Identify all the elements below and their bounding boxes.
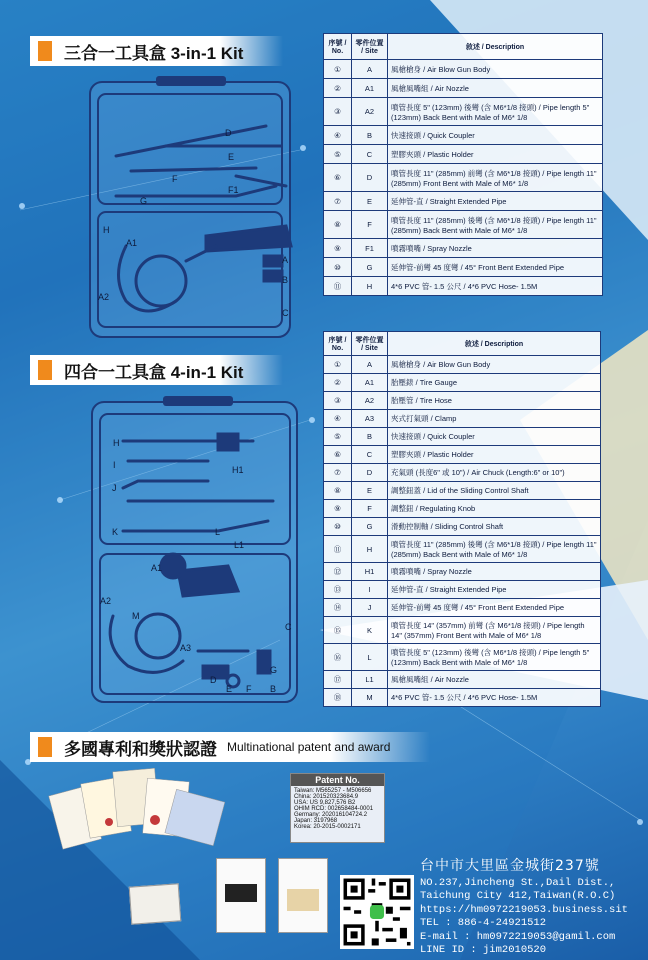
table-row	[324, 211, 603, 239]
orange-marker	[38, 41, 52, 61]
table-cell-no: ⑪	[324, 277, 352, 296]
table-row	[324, 500, 601, 518]
table-row	[324, 410, 601, 428]
table-cell-no: ⑩	[324, 258, 352, 277]
table-cell-site: A2	[352, 98, 388, 126]
kit3-label-f1: F1	[228, 185, 239, 195]
kit3-label-d: D	[225, 128, 232, 138]
table-cell-desc: 噴管長度 11" (285mm) 後彎 (含 M6*1/8 接頭) / Pipe length 11" (285mm) Back Bent with Male of M6* 1/8	[388, 536, 601, 563]
kit4-label-k: K	[112, 527, 119, 537]
table-cell-site: A2	[352, 392, 388, 410]
table-cell-desc: 塑膠夾頭 / Plastic Holder	[388, 446, 601, 464]
table-cell-site: B	[352, 126, 388, 145]
award-card-2	[216, 858, 266, 933]
table-cell-desc: 延伸管-直 / Straight Extended Pipe	[388, 581, 601, 599]
kit4-diagram	[88, 396, 303, 706]
certificates-collage	[45, 760, 275, 860]
table-cell-site: L	[352, 644, 388, 671]
table-cell-site: J	[352, 599, 388, 617]
table-cell-site: G	[352, 518, 388, 536]
email-link[interactable]: E-mail : hm0972219053@gamil.com	[420, 930, 616, 943]
kit4-label-d: D	[210, 675, 217, 685]
table-cell-site: L1	[352, 671, 388, 689]
table-cell-site: A1	[352, 79, 388, 98]
table-row	[324, 356, 601, 374]
table-row	[324, 446, 601, 464]
table-row	[324, 671, 601, 689]
table-cell-site: C	[352, 446, 388, 464]
patent-line: OHIM RCD: 002658484-0001	[294, 806, 374, 812]
patent-line: USA: US 9,827,576 B2	[294, 800, 356, 806]
kit4-label-e: E	[226, 684, 233, 694]
kit3-label-h: H	[103, 225, 110, 235]
header-site: 零件位置 / Site	[352, 34, 388, 60]
table-row	[324, 145, 603, 164]
kit3-label-b: B	[282, 275, 289, 285]
table-cell-desc: 快速接頭 / Quick Coupler	[388, 126, 603, 145]
kit3-title: 三合一工具盒 3-in-1 Kit	[64, 43, 244, 63]
table-row	[324, 392, 601, 410]
table-row	[324, 617, 601, 644]
table-cell-no: ②	[324, 79, 352, 98]
table-cell-site: H1	[352, 563, 388, 581]
table-cell-site: D	[352, 464, 388, 482]
table-cell-site: E	[352, 482, 388, 500]
table-cell-desc: 胎壓錶 / Tire Gauge	[388, 374, 601, 392]
table-row	[324, 126, 603, 145]
table-cell-site: A	[352, 60, 388, 79]
table-cell-site: F	[352, 211, 388, 239]
contact-info	[420, 860, 628, 958]
patent-title: 多國專利和獎狀認證	[64, 739, 217, 759]
table-row	[324, 482, 601, 500]
table-cell-no: ⑮	[324, 617, 352, 644]
table-cell-site: M	[352, 689, 388, 707]
table-row	[324, 518, 601, 536]
table-cell-no: ⑥	[324, 164, 352, 192]
table-cell-site: F	[352, 500, 388, 518]
patent-box-header: Patent No.	[291, 774, 384, 786]
patent-number-box	[290, 773, 385, 843]
table-cell-desc: 噴管長度 14" (357mm) 前彎 (含 M6*1/8 接頭) / Pipe length 14" (357mm) Front Bent with Male of M6* 1/8	[388, 617, 601, 644]
kit4-label-l: L	[215, 527, 221, 537]
kit4-header	[30, 355, 283, 385]
table-row	[324, 98, 603, 126]
table-cell-desc: 風槍風嘴組 / Air Nozzle	[388, 671, 601, 689]
table-cell-site: H	[352, 536, 388, 563]
table-cell-no: ⑨	[324, 239, 352, 258]
kit4-label-j: J	[112, 483, 117, 493]
patent-line: Korea: 20-2015-0002171	[294, 824, 361, 830]
address-en-2: Taichung City 412,Taiwan(R.O.C)	[420, 890, 616, 902]
table-cell-no: ⑧	[324, 482, 352, 500]
kit4-label-h: H	[113, 438, 120, 448]
kit4-label-g: G	[270, 665, 278, 675]
table-cell-site: E	[352, 192, 388, 211]
table-cell-desc: 延伸管-前彎 45 度彎 / 45° Front Bent Extended Pipe	[388, 599, 601, 617]
award-card-1	[129, 883, 182, 924]
patent-subtitle: Multinational patent and award	[227, 740, 391, 754]
tel: TEL : 886-4-24921512	[420, 917, 547, 929]
table-cell-desc: 夾式打氣頭 / Clamp	[388, 410, 601, 428]
header-no: 序號 / No.	[324, 332, 352, 356]
patent-line: China: 201520323684.9	[294, 794, 359, 800]
table-cell-site: A3	[352, 410, 388, 428]
table-cell-site: I	[352, 581, 388, 599]
kit3-label-g: G	[140, 196, 148, 206]
kit3-label-a1: A1	[126, 238, 138, 248]
table-cell-site: B	[352, 428, 388, 446]
table-cell-site: D	[352, 164, 388, 192]
table-row	[324, 277, 603, 296]
table-cell-no: ⑫	[324, 563, 352, 581]
table-cell-desc: 調整鈕 / Regulating Knob	[388, 500, 601, 518]
table-cell-no: ⑬	[324, 581, 352, 599]
kit4-label-m: M	[132, 611, 140, 621]
kit4-spec-table	[323, 331, 601, 707]
kit4-title: 四合一工具盒 4-in-1 Kit	[64, 362, 244, 382]
kit3-label-e: E	[228, 152, 235, 162]
award-card-3	[278, 858, 328, 933]
kit4-label-f: F	[246, 684, 252, 694]
table-cell-no: ⑨	[324, 500, 352, 518]
table-cell-site: K	[352, 617, 388, 644]
table-cell-no: ⑩	[324, 518, 352, 536]
table-cell-no: ⑭	[324, 599, 352, 617]
table-row	[324, 258, 603, 277]
table-cell-desc: 4*6 PVC 管- 1.5 公尺 / 4*6 PVC Hose- 1.5M	[388, 689, 601, 707]
address-en-1: NO.237,Jincheng St.,Dail Dist.,	[420, 876, 616, 889]
table-row	[324, 464, 601, 482]
table-cell-no: ③	[324, 392, 352, 410]
header-site: 零件位置 / Site	[352, 332, 388, 356]
website-link[interactable]: https://hm0972219053.business.sit	[420, 903, 628, 916]
table-cell-no: ⑤	[324, 428, 352, 446]
table-cell-desc: 噴管長度 11" (285mm) 前彎 (含 M6*1/8 接頭) / Pipe length 11" (285mm) Front Bent with Male of M6* 1/8	[388, 164, 603, 192]
table-cell-no: ⑦	[324, 192, 352, 211]
table-cell-site: C	[352, 145, 388, 164]
table-row	[324, 60, 603, 79]
kit4-label-l1: L1	[234, 540, 245, 550]
table-cell-no: ②	[324, 374, 352, 392]
table-cell-site: H	[352, 277, 388, 296]
table-cell-site: A	[352, 356, 388, 374]
header-no: 序號 / No.	[324, 34, 352, 60]
table-cell-no: ⑤	[324, 145, 352, 164]
table-cell-no: ⑧	[324, 211, 352, 239]
table-row	[324, 374, 601, 392]
table-cell-no: ⑦	[324, 464, 352, 482]
table-cell-desc: 噴霧噴嘴 / Spray Nozzle	[388, 239, 603, 258]
kit3-label-f: F	[172, 174, 178, 184]
kit4-label-a1: A1	[151, 563, 163, 573]
kit4-label-a3: A3	[180, 643, 192, 653]
table-cell-desc: 風槍風嘴組 / Air Nozzle	[388, 79, 603, 98]
table-row	[324, 428, 601, 446]
table-cell-desc: 延伸管-前彎 45 度彎 / 45° Front Bent Extended Pipe	[388, 258, 603, 277]
table-cell-no: ⑪	[324, 536, 352, 563]
qr-code[interactable]	[340, 875, 414, 949]
table-row	[324, 689, 601, 707]
table-cell-no: ⑰	[324, 671, 352, 689]
table-cell-site: A1	[352, 374, 388, 392]
table-row	[324, 79, 603, 98]
patent-header	[30, 732, 430, 762]
table-cell-desc: 快速接頭 / Quick Coupler	[388, 428, 601, 446]
table-cell-desc: 噴管長度 5" (123mm) 後彎 (含 M6*1/8 接頭) / Pipe length 5" (123mm) Back Bent with Male of M6* 1/8	[388, 98, 603, 126]
table-cell-desc: 充氣頭 (長度6" 或 10") / Air Chuck (Length:6" or 10")	[388, 464, 601, 482]
table-cell-desc: 噴管長度 11" (285mm) 後彎 (含 M6*1/8 接頭) / Pipe length 11" (285mm) Back Bent with Male of M6* 1/8	[388, 211, 603, 239]
table-cell-desc: 4*6 PVC 管- 1.5 公尺 / 4*6 PVC Hose- 1.5M	[388, 277, 603, 296]
table-cell-no: ⑥	[324, 446, 352, 464]
table-cell-desc: 噴霧噴嘴 / Spray Nozzle	[388, 563, 601, 581]
table-cell-no: ①	[324, 60, 352, 79]
kit3-label-a: A	[282, 255, 289, 265]
header-desc: 敘述 / Description	[388, 332, 601, 356]
kit4-label-a2: A2	[100, 596, 112, 606]
orange-marker	[38, 360, 52, 380]
table-row	[324, 536, 601, 563]
table-cell-desc: 噴管長度 5" (123mm) 後彎 (含 M6*1/8 接頭) / Pipe length 5" (123mm) Back Bent with Male of M6* 1/8	[388, 644, 601, 671]
orange-marker	[38, 737, 52, 757]
table-cell-no: ③	[324, 98, 352, 126]
table-cell-desc: 延伸管-直 / Straight Extended Pipe	[388, 192, 603, 211]
address-zh: 台中市大里區金城街237號	[420, 858, 600, 874]
table-row	[324, 644, 601, 671]
kit3-diagram	[86, 76, 296, 341]
kit3-header	[30, 36, 283, 66]
kit3-label-c: C	[282, 308, 289, 318]
table-cell-no: ⑱	[324, 689, 352, 707]
header-desc: 敘述 / Description	[388, 34, 603, 60]
kit4-label-b: B	[270, 684, 277, 694]
kit4-label-i: I	[113, 460, 116, 470]
table-cell-site: F1	[352, 239, 388, 258]
kit4-label-c: C	[285, 622, 292, 632]
table-cell-desc: 塑膠夾頭 / Plastic Holder	[388, 145, 603, 164]
table-cell-no: ④	[324, 410, 352, 428]
table-cell-site: G	[352, 258, 388, 277]
table-cell-desc: 風槍槍身 / Air Blow Gun Body	[388, 356, 601, 374]
table-row	[324, 563, 601, 581]
patent-line: Japan: 3197968	[294, 818, 338, 824]
table-cell-no: ⑯	[324, 644, 352, 671]
table-cell-no: ④	[324, 126, 352, 145]
patent-line: Germany: 202016104724.2	[294, 812, 368, 818]
patent-line: Taiwan: M565257 - M506656	[294, 788, 372, 794]
kit4-label-h1: H1	[232, 465, 244, 475]
table-row	[324, 164, 603, 192]
table-cell-desc: 胎壓管 / Tire Hose	[388, 392, 601, 410]
table-row	[324, 239, 603, 258]
kit3-label-a2: A2	[98, 292, 110, 302]
table-row	[324, 599, 601, 617]
kit3-spec-table	[323, 33, 603, 296]
table-row	[324, 581, 601, 599]
table-cell-no: ①	[324, 356, 352, 374]
table-row	[324, 192, 603, 211]
table-cell-desc: 風槍槍身 / Air Blow Gun Body	[388, 60, 603, 79]
table-cell-desc: 滑動控制軸 / Sliding Control Shaft	[388, 518, 601, 536]
line-id: LINE ID : jim2010520	[420, 944, 547, 956]
table-cell-desc: 調整鈕蓋 / Lid of the Sliding Control Shaft	[388, 482, 601, 500]
